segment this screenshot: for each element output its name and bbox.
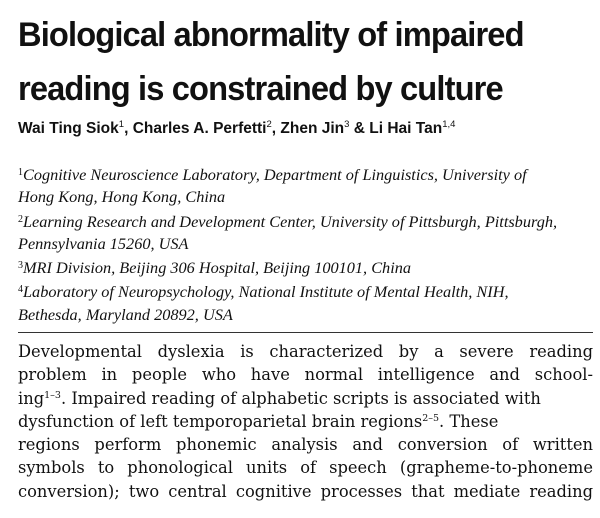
author-separator: ,	[271, 120, 281, 137]
author-affiliation-mark: 3	[344, 119, 350, 130]
author-name: Wai Ting Siok	[18, 120, 119, 137]
affiliation	[18, 279, 593, 326]
abstract-fragment: . These	[439, 411, 499, 431]
affiliation	[18, 255, 593, 279]
affiliation-line: Pennsylvania 15260, USA	[18, 233, 189, 253]
abstract-line	[18, 387, 593, 410]
author-affiliation-mark: 2	[266, 119, 272, 130]
abstract-fragment: dysfunction of left temporoparietal brain regions	[18, 411, 423, 431]
abstract-line	[18, 410, 593, 433]
affiliation-number: 2	[18, 213, 23, 225]
abstract-fragment: . Impaired reading of alphabetic scripts is associated with	[60, 388, 541, 408]
title-line-2: reading is constrained by culture	[18, 70, 503, 108]
section-divider	[18, 332, 593, 333]
affiliation-line: Laboratory of Neuropsychology, National Institute of Mental Health, NIH,	[23, 282, 509, 302]
citation-superscript: 2–5	[422, 412, 440, 424]
abstract-line: Developmental dyslexia is characterized by a severe reading	[18, 342, 593, 361]
author-name: Charles A. Perfetti	[132, 120, 267, 137]
title-line-1: Biological abnormality of impaired	[18, 16, 524, 54]
affiliation-line: Cognitive Neuroscience Laboratory, Department of Linguistics, University of	[23, 165, 527, 184]
author-separator: ,	[124, 120, 133, 137]
abstract-line: symbols to phonological units of speech (grapheme-to-phoneme	[18, 458, 593, 478]
abstract-fragment: ing	[18, 388, 45, 408]
affiliation	[18, 209, 593, 256]
affiliation-line: Hong Kong, Hong Kong, China	[18, 187, 226, 207]
affiliation-line: Learning Research and Development Center, University of Pittsburgh, Pittsburgh,	[23, 211, 558, 231]
abstract-line: problem in people who have normal intelligence and school-	[18, 365, 593, 385]
author-affiliation-mark: 1,4	[442, 119, 456, 130]
author-list	[18, 119, 455, 138]
author-affiliation-mark: 1	[118, 119, 125, 130]
abstract-text	[18, 340, 593, 503]
affiliation-number: 1	[18, 167, 23, 178]
affiliation-list	[18, 162, 593, 326]
author-name: Li Hai Tan	[369, 120, 443, 137]
abstract-line: regions perform phonemic analysis and conversion of written	[18, 435, 593, 455]
affiliation-line: MRI Division, Beijing 306 Hospital, Beijing 100101, China	[23, 258, 412, 278]
author-name: Zhen Jin	[280, 120, 345, 137]
abstract-line: conversion); two central cognitive processes that mediate reading	[18, 481, 593, 501]
affiliation-line: Bethesda, Maryland 20892, USA	[18, 304, 233, 324]
author-separator: &	[349, 120, 370, 137]
citation-superscript: 1–3	[44, 389, 61, 401]
affiliation-number: 4	[18, 284, 23, 296]
paper-title	[18, 8, 570, 116]
affiliation-number: 3	[18, 260, 23, 272]
affiliation	[18, 162, 593, 209]
